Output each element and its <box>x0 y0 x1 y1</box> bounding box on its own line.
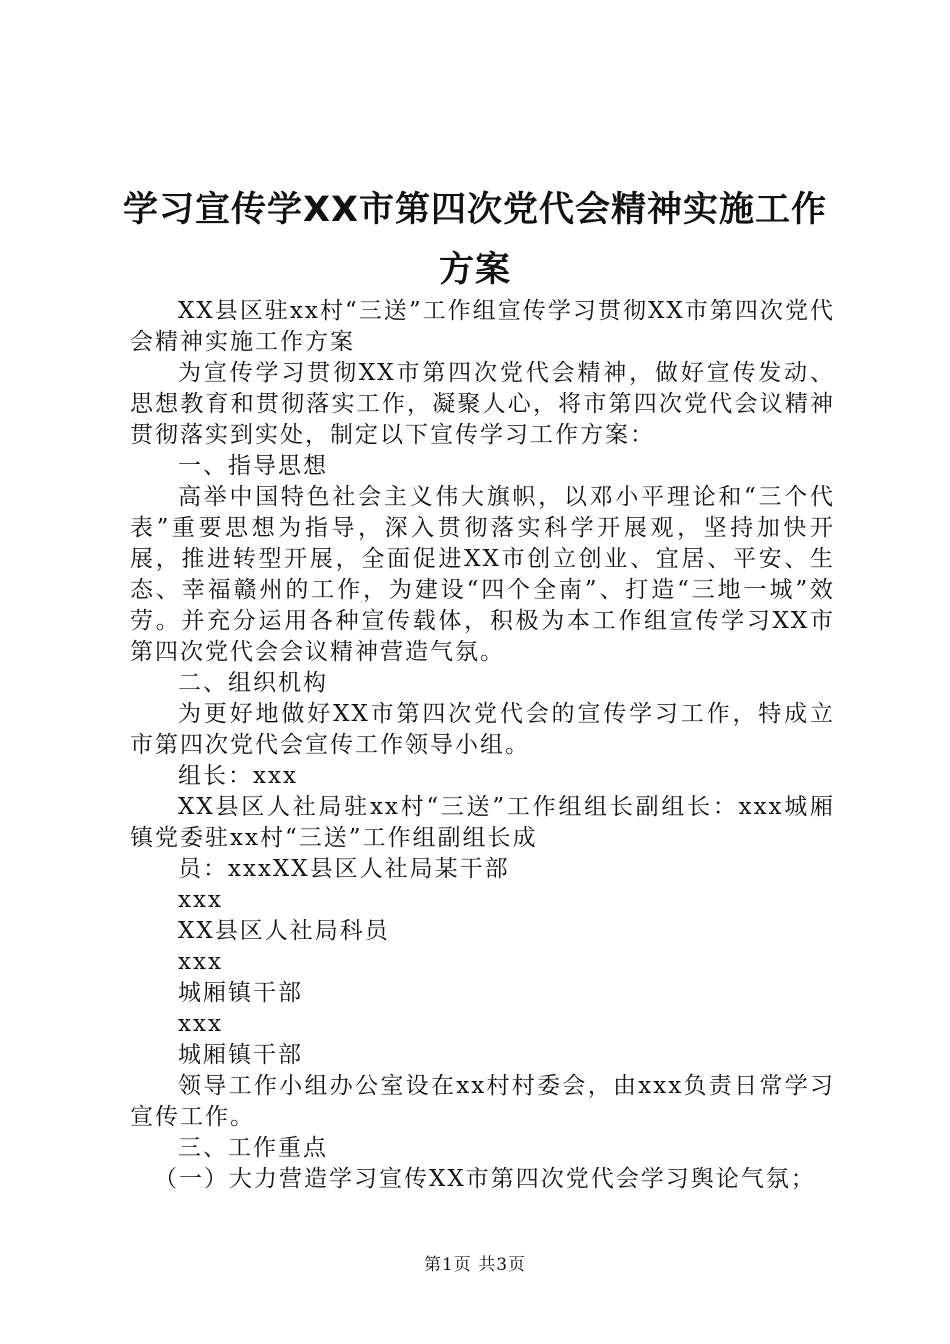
page-footer: 第1页 共3页 <box>423 1255 527 1275</box>
member-role: XX县区人社局科员 <box>178 918 390 944</box>
document-title-line-2: 方案 <box>438 250 511 290</box>
document-body <box>130 296 835 1195</box>
paragraph-work-focus-1: （一）大力营造学习宣传XX市第四次党代会学习舆论气氛； <box>154 1166 816 1192</box>
section-heading-organization: 二、组织机构 <box>178 670 328 696</box>
paragraph-intro: 为宣传学习贯彻XX市第四次党代会精神，做好宣传发动、思想教育和贯彻落实工作，凝聚人心，将市第四次党代会议精神贯彻落实到实处，制定以下宣传学习工作方案： <box>130 360 835 448</box>
member-role: 城厢镇干部 <box>178 1042 303 1068</box>
document-title-line-1: 学习宣传学XX市第四次党代会精神实施工作 <box>123 190 827 230</box>
section-heading-guiding-ideology: 一、指导思想 <box>178 453 328 479</box>
member-role: 城厢镇干部 <box>178 980 303 1006</box>
member-name: xxx <box>178 1011 223 1037</box>
member-name: xxx <box>178 949 223 975</box>
member-name: xxx <box>178 887 223 913</box>
paragraph-office: 领导工作小组办公室设在xx村村委会，由xxx负责日常学习宣传工作。 <box>130 1073 835 1130</box>
paragraph-organization: 为更好地做好XX市第四次党代会的宣传学习工作，特成立市第四次党代会宣传工作领导小组。 <box>130 701 835 758</box>
paragraph-members: 员：xxxXX县区人社局某干部 <box>178 856 510 882</box>
paragraph-guiding-ideology: 高举中国特色社会主义伟大旗帜，以邓小平理论和“三个代表”重要思想为指导，深入贯彻落实科学开展观，坚持加快开展，推进转型开展，全面促进XX市创立创业、宜居、平安、生态、幸福赣州的工作，为建设“四个全南”、打造“三地一城”效劳。并充分运用各种宣传载体，积极为本工作组宣传学习XX市第四次党代会会议精神营造气氛。 <box>130 484 835 665</box>
paragraph-leader: 组长：xxx <box>178 763 298 789</box>
paragraph-subtitle: XX县区驻xx村“三送”工作组宣传学习贯彻XX市第四次党代会精神实施工作方案 <box>130 298 835 355</box>
section-heading-work-focus: 三、工作重点 <box>178 1135 328 1161</box>
paragraph-deputy-leader: XX县区人社局驻xx村“三送”工作组组长副组长：xxx城厢镇党委驻xx村“三送”工作组副组长成 <box>130 794 835 851</box>
